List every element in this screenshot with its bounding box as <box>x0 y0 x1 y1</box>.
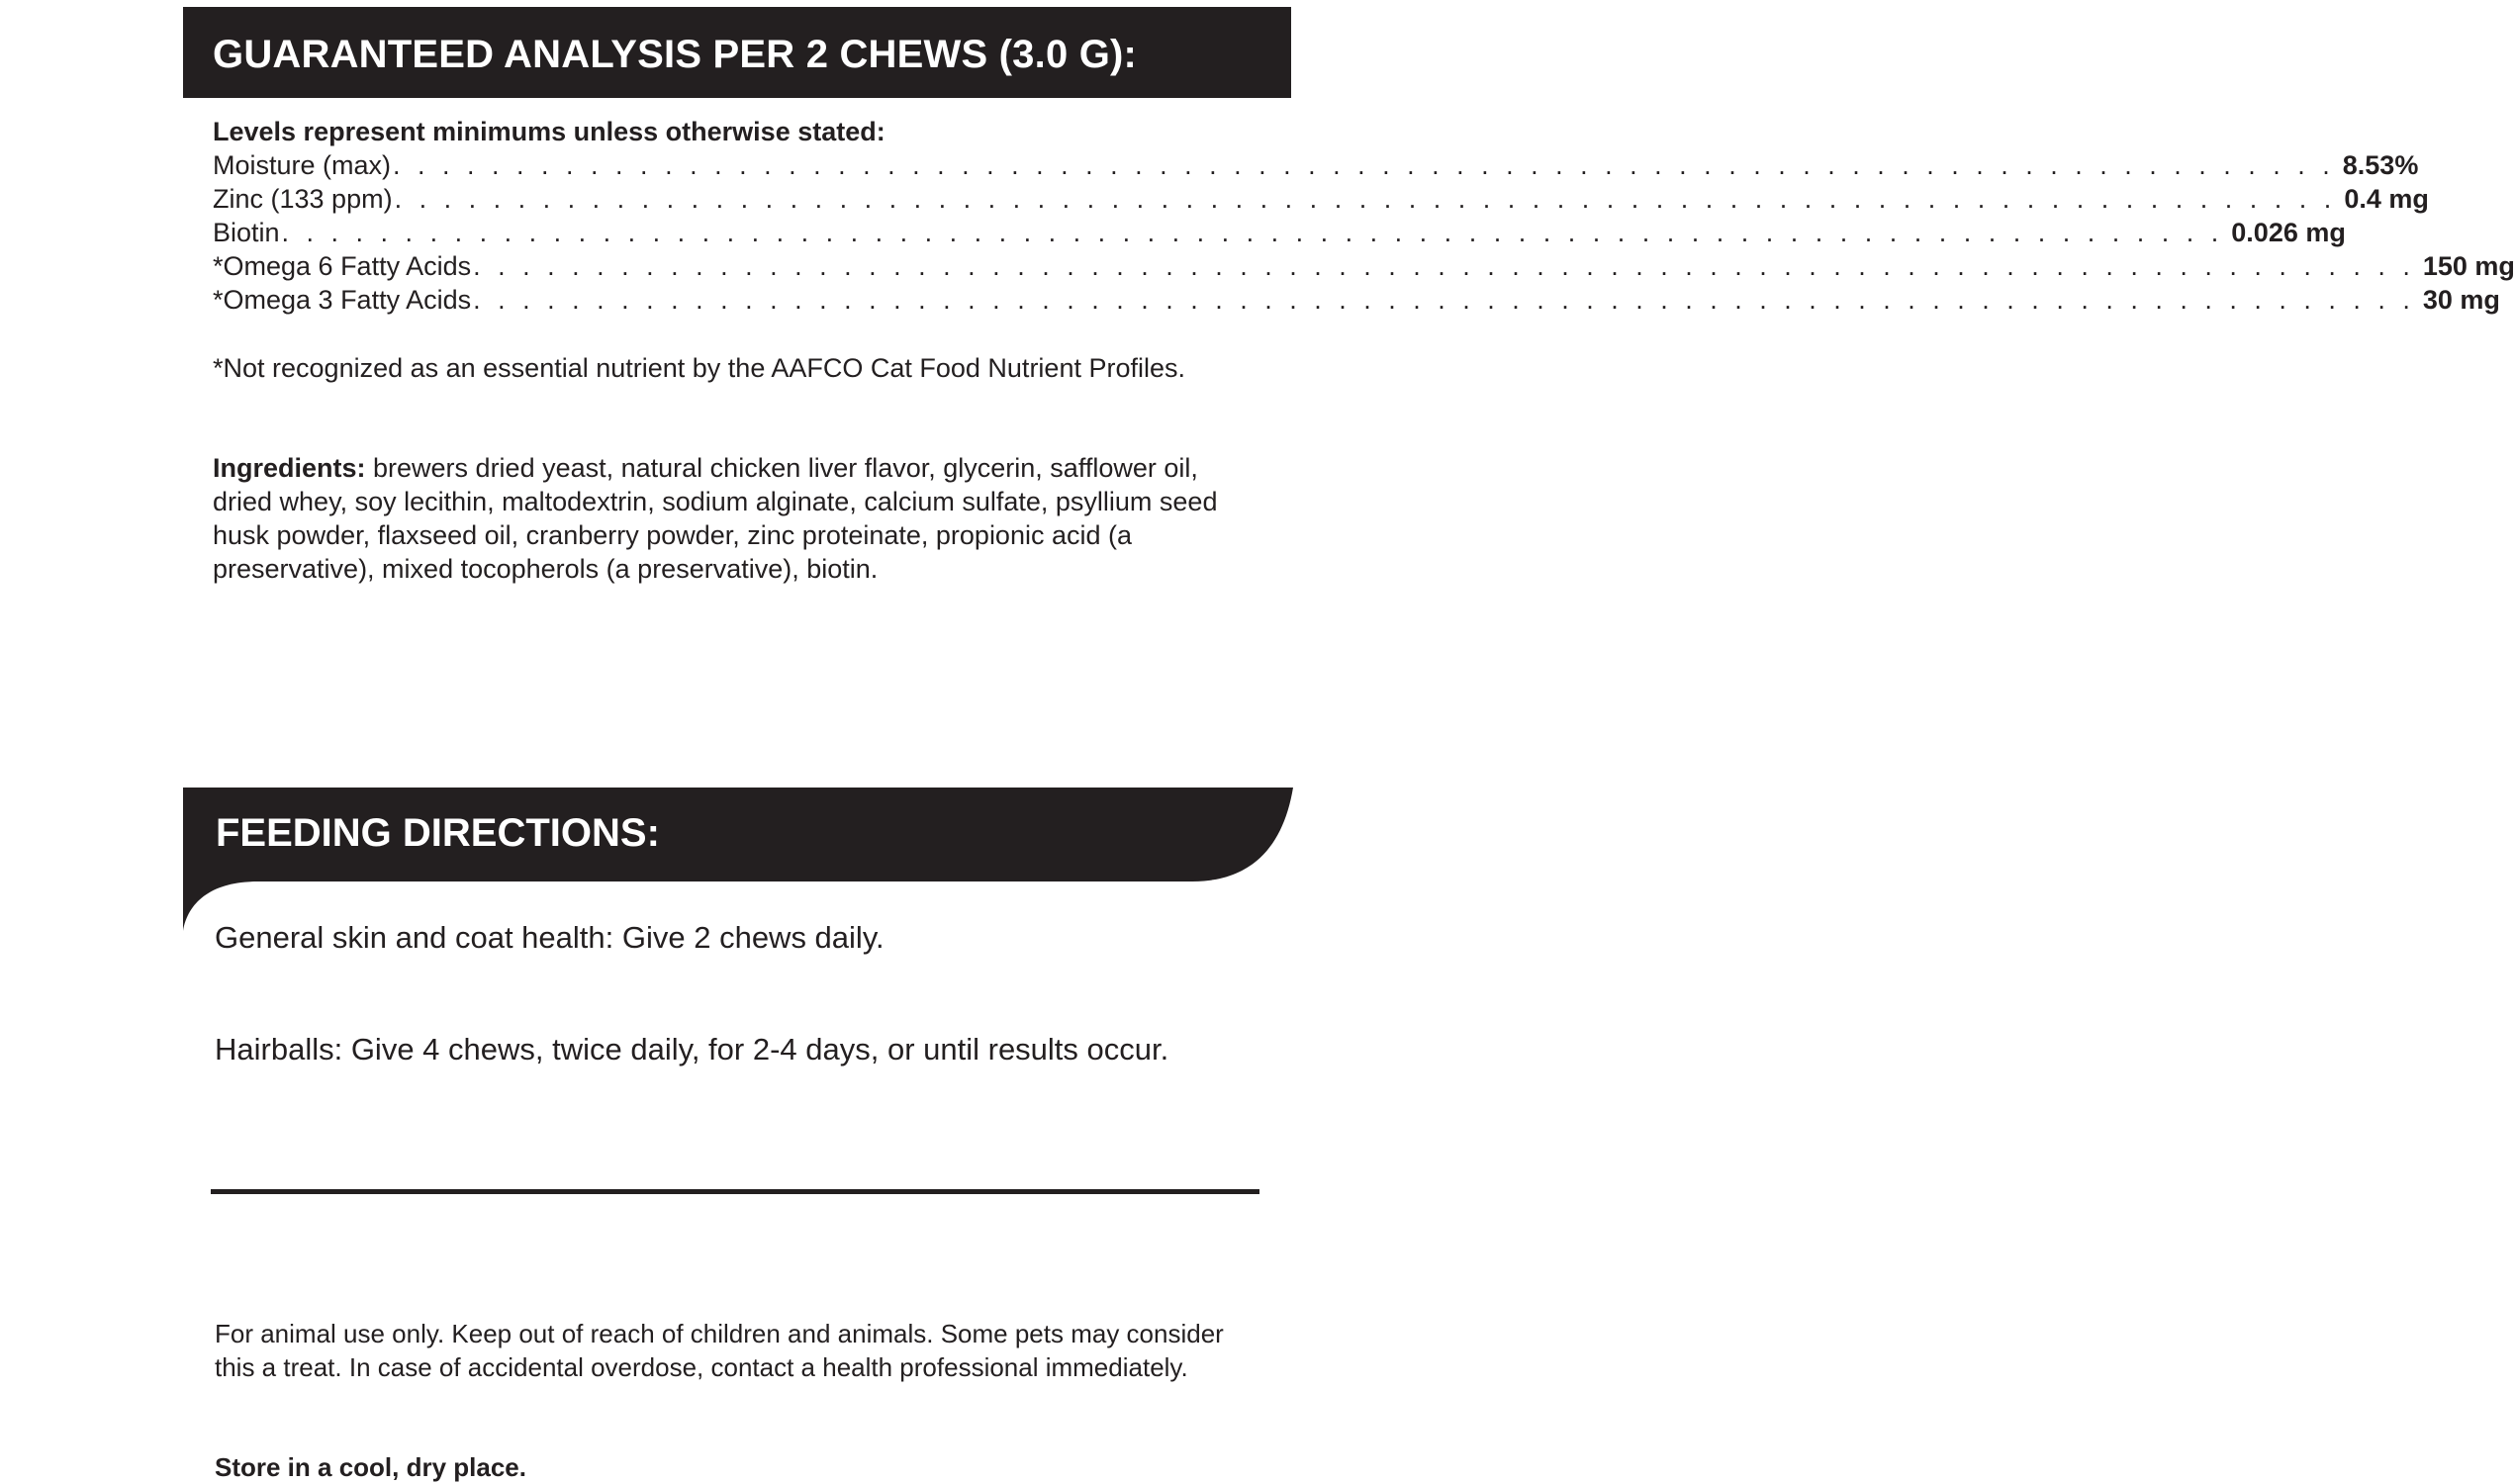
section-divider <box>211 1189 1259 1194</box>
nutrient-name: Biotin <box>213 218 280 247</box>
nutrient-name: *Omega 3 Fatty Acids <box>213 285 472 315</box>
analysis-row-omega3 <box>213 283 2500 317</box>
feeding-header-band <box>183 788 1293 936</box>
analysis-row-omega6 <box>213 249 2515 283</box>
nutrient-name: Moisture (max) <box>213 150 392 180</box>
storage-instruction: Store in a cool, dry place. <box>215 1452 526 1482</box>
nutrient-value: 30 mg <box>2422 285 2500 315</box>
dot-leader: . . . . . . . . . . . . . . . . . . . . . . . . . . . . . . . . . . . . . . . . . . . . . . . . . . . . . . . . . . . . . . . . . . . . . . . . . . . . . . . <box>473 251 2415 281</box>
nutrient-name: Zinc (133 ppm) <box>213 184 393 214</box>
dot-leader: . . . . . . . . . . . . . . . . . . . . . . . . . . . . . . . . . . . . . . . . . . . . . . . . . . . . . . . . . . . . . . . . . . . . . . . . . . . . . . . <box>394 184 2337 214</box>
analysis-row-zinc <box>213 182 2429 216</box>
analysis-row-biotin <box>213 216 2346 249</box>
analysis-header-band <box>183 7 1291 98</box>
feeding-title: FEEDING DIRECTIONS: <box>216 811 660 855</box>
feeding-direction-hairballs: Hairballs: Give 4 chews, twice daily, for 2-4 days, or until results occur. <box>215 1032 1169 1067</box>
analysis-title: GUARANTEED ANALYSIS PER 2 CHEWS (3.0 G): <box>213 33 1138 76</box>
safety-warning: For animal use only. Keep out of reach of children and animals. Some pets may consider this a treat. In case of accidental overdose, contact a health professional immediately. <box>215 1319 1224 1382</box>
dot-leader: . . . . . . . . . . . . . . . . . . . . . . . . . . . . . . . . . . . . . . . . . . . . . . . . . . . . . . . . . . . . . . . . . . . . . . . . . . . . . . . <box>393 150 2335 180</box>
ingredients-text: brewers dried yeast, natural chicken liver flavor, glycerin, safflower oil, dried whey, soy lecithin, maltodextrin, sodium alginate, calcium sulfate, psyllium seed husk powder, flaxseed oil, cranberry powder, zinc proteinate, propionic acid (a preservative), mixed tocopherols (a preservative), biotin. <box>213 453 1218 584</box>
nutrient-value: 150 mg <box>2422 251 2515 281</box>
nutrient-value: 8.53% <box>2342 150 2419 180</box>
analysis-row-moisture <box>213 148 2419 182</box>
nutrient-name: *Omega 6 Fatty Acids <box>213 251 472 281</box>
analysis-table <box>213 148 2515 317</box>
dot-leader: . . . . . . . . . . . . . . . . . . . . . . . . . . . . . . . . . . . . . . . . . . . . . . . . . . . . . . . . . . . . . . . . . . . . . . . . . . . . . . . <box>473 285 2415 315</box>
nutrient-value: 0.4 mg <box>2344 184 2429 214</box>
feeding-direction-general: General skin and coat health: Give 2 chews daily. <box>215 920 885 955</box>
dot-leader: . . . . . . . . . . . . . . . . . . . . . . . . . . . . . . . . . . . . . . . . . . . . . . . . . . . . . . . . . . . . . . . . . . . . . . . . . . . . . . . <box>281 218 2224 247</box>
nutrient-value: 0.026 mg <box>2231 218 2346 247</box>
levels-subtitle: Levels represent minimums unless otherwise stated: <box>213 117 885 146</box>
ingredients-label: Ingredients: <box>213 453 366 483</box>
ingredients-paragraph <box>213 451 1261 586</box>
aafco-footnote: *Not recognized as an essential nutrient by the AAFCO Cat Food Nutrient Profiles. <box>213 353 1185 383</box>
